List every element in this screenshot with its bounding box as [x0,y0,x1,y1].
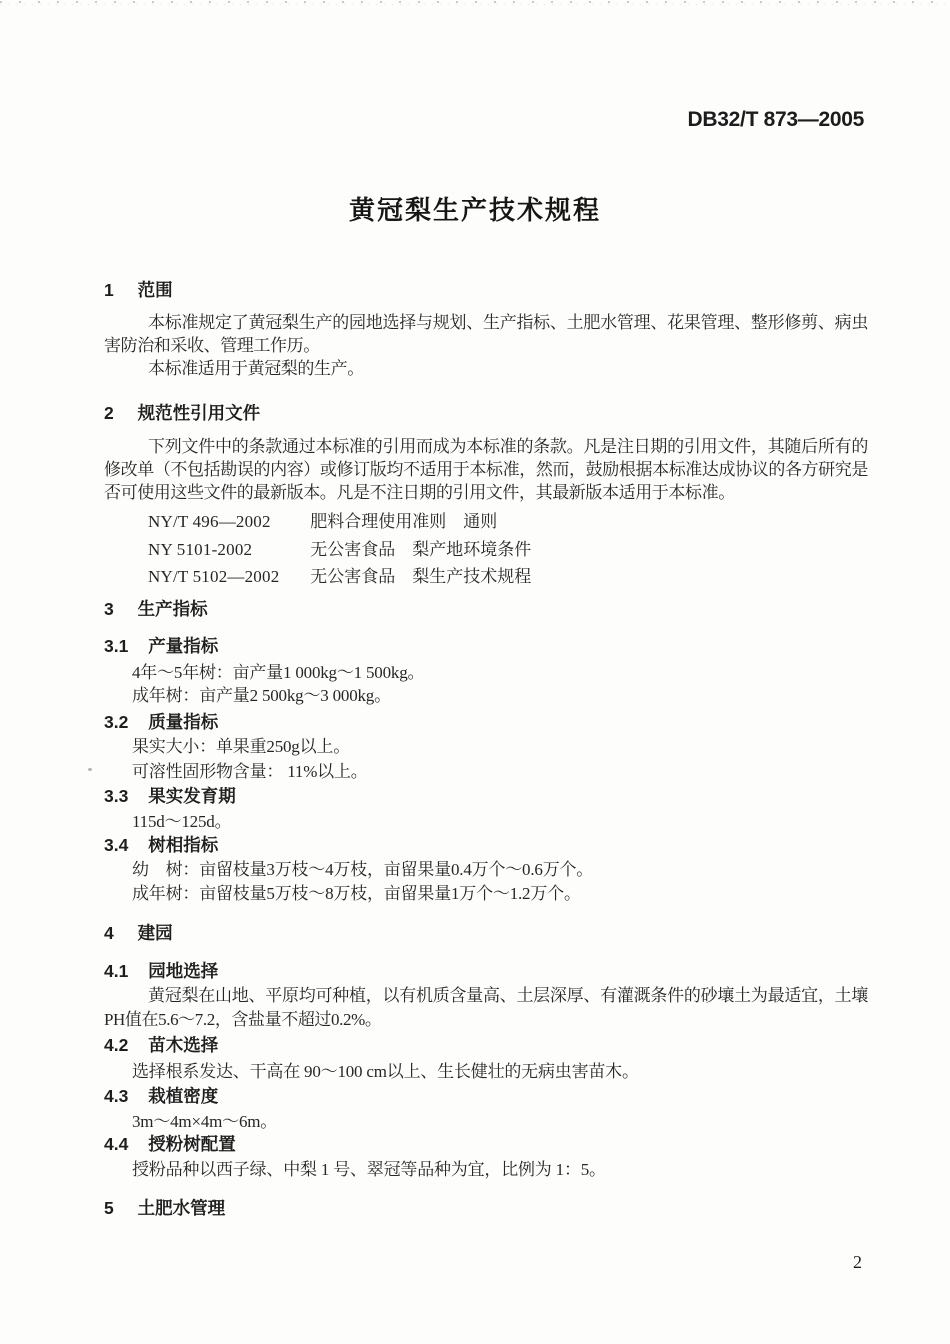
spec-line: 3m～4m×4m～6m。 [132,1112,278,1131]
section-4-4-body [104,1158,868,1181]
section-2-body [104,435,868,504]
section-2-references [104,508,868,591]
section-3-2-body [104,734,868,784]
section-5-heading [104,1198,868,1218]
section-3-3-body [104,810,868,833]
section-number: 1 [104,280,114,300]
section-4-1-heading [104,961,868,981]
section-3-1-heading [104,636,868,656]
reference-title: 肥料合理使用准则 通则 [310,512,498,531]
reference-title: 无公害食品 梨生产技术规程 [310,567,532,586]
reference-code: NY/T 5102—2002 [148,567,280,586]
section-title: 产量指标 [148,636,219,656]
reference-item [104,536,868,564]
section-number: 3 [104,599,114,619]
spec-line: 果实大小：单果重250g以上。 [132,737,350,756]
section-number: 5 [104,1198,114,1218]
section-number: 3.1 [104,636,129,656]
paragraph: 黄冠梨在山地、平原均可种植，以有机质含量高、土层深厚、有灌溉条件的砂壤土为最适宜，土壤PH值在5.6～7.2，含盐量不超过0.2%。 [104,986,868,1029]
spec-line: 可溶性固形物含量： 11%以上。 [132,762,368,781]
section-number: 4.1 [104,961,129,981]
section-number: 3.3 [104,786,129,806]
section-number: 3.4 [104,835,129,855]
section-3-3-heading [104,786,868,806]
section-title: 树相指标 [148,835,219,855]
section-number: 2 [104,403,114,423]
spec-line: 授粉品种以西子绿、中梨 1 号、翠冠等品种为宜，比例为 1：5。 [132,1160,606,1179]
section-3-heading [104,599,868,619]
section-title: 建园 [137,923,173,943]
paragraph: 本标准适用于黄冠梨的生产。 [148,359,364,378]
spec-line: 成年树：亩留枝量5万枝～8万枝，亩留果量1万个～1.2万个。 [132,884,581,903]
reference-item [104,508,868,536]
scan-speck-artifact [88,768,92,771]
reference-code: NY 5101-2002 [148,539,253,559]
paragraph: 本标准规定了黄冠梨生产的园地选择与规划、生产指标、土肥水管理、花果管理、整形修剪、病虫害防治和采收、管理工作历。 [104,313,868,355]
section-4-4-heading [104,1134,868,1154]
section-4-2-heading [104,1035,868,1055]
section-4-1-body [104,984,868,1032]
spec-line: 115d～125d。 [132,812,232,831]
section-4-3-heading [104,1086,868,1106]
section-title: 果实发育期 [148,786,236,806]
section-1-body [104,311,868,380]
section-title: 生产指标 [137,599,208,619]
section-number: 4 [104,923,114,943]
page-number: 2 [853,1252,862,1272]
section-2-heading [104,403,868,423]
section-4-2-body [104,1060,868,1083]
section-4-heading [104,923,868,943]
section-number: 4.3 [104,1086,129,1106]
section-number: 4.4 [104,1134,129,1154]
section-title: 规范性引用文件 [137,403,261,423]
reference-title: 无公害食品 梨产地环境条件 [310,539,532,559]
section-3-4-body [104,858,868,906]
document-title: 黄冠梨生产技术规程 [348,195,601,225]
section-4-3-body [104,1110,868,1133]
section-title: 授粉树配置 [148,1134,236,1154]
section-title: 质量指标 [148,712,219,732]
section-title: 苗木选择 [148,1035,219,1055]
scan-noise-artifact [0,1,950,5]
paragraph: 下列文件中的条款通过本标准的引用而成为本标准的条款。凡是注日期的引用文件，其随后所有的修改单（不包括勘误的内容）或修订版均不适用于本标准，然而，鼓励根据本标准达成协议的各方研究是否可使用这些文件的最新版本。凡是不注日期的引用文件，其最新版本适用于本标准。 [104,437,868,502]
spec-line: 选择根系发达、干高在 90～100 cm以上、生长健壮的无病虫害苗木。 [132,1062,639,1081]
section-3-1-body [104,661,868,707]
spec-line: 成年树：亩产量2 500kg～3 000kg。 [132,686,391,705]
section-title: 范围 [137,280,173,300]
section-number: 3.2 [104,712,129,732]
spec-line: 幼 树：亩留枝量3万枝～4万枝，亩留果量0.4万个～0.6万个。 [132,860,594,879]
spec-line: 4年～5年树：亩产量1 000kg～1 500kg。 [132,663,425,682]
standard-code: DB32/T 873—2005 [687,108,864,131]
section-title: 土肥水管理 [137,1198,226,1218]
section-3-2-heading [104,712,868,732]
section-title: 园地选择 [148,961,219,981]
section-3-4-heading [104,835,868,855]
section-title: 栽植密度 [148,1086,219,1106]
section-1-heading [104,280,868,300]
reference-code: NY/T 496—2002 [148,512,271,531]
reference-item [104,563,868,591]
section-number: 4.2 [104,1035,129,1055]
